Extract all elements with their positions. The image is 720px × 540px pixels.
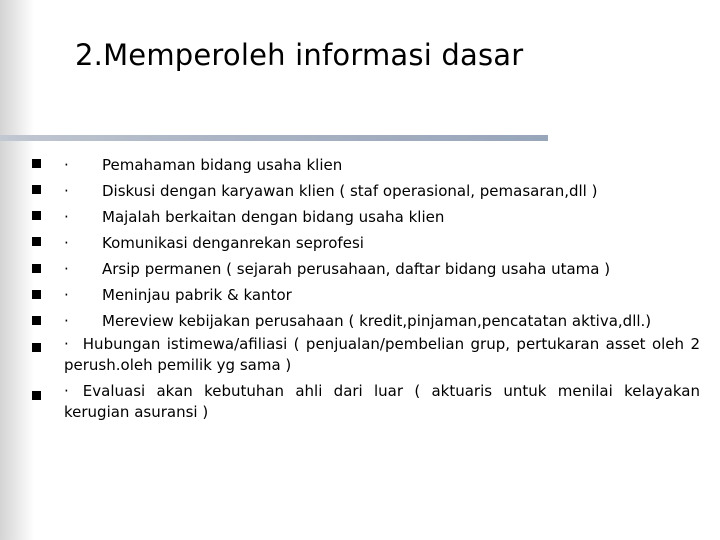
list-item xyxy=(64,152,700,178)
list-item xyxy=(64,381,700,423)
list-item xyxy=(64,256,700,282)
bullet-square-icon xyxy=(32,316,41,325)
bullet-square-icon xyxy=(32,211,41,220)
item-text: Arsip permanen ( sejarah perusahaan, daftar bidang usaha utama ) xyxy=(102,260,611,278)
left-gradient-band xyxy=(0,0,34,540)
item-text: Komunikasi denganrekan seprofesi xyxy=(102,234,364,252)
list-item xyxy=(64,204,700,230)
bullet-list xyxy=(64,152,700,428)
item-text: Mereview kebijakan perusahaan ( kredit,pinjaman,pencatatan aktiva,dll.) xyxy=(102,312,652,330)
item-marker: · xyxy=(64,286,69,304)
list-item xyxy=(64,282,700,308)
item-marker: · xyxy=(64,260,69,278)
item-marker: · xyxy=(64,156,69,174)
item-marker: · xyxy=(64,312,69,330)
bullet-square-icon xyxy=(32,290,41,299)
item-marker: · xyxy=(64,382,69,400)
item-text: Majalah berkaitan dengan bidang usaha klien xyxy=(102,208,445,226)
item-text: Evaluasi akan kebutuhan ahli dari luar ( aktuaris untuk menilai kelayakan kerugian asuransi ) xyxy=(64,382,700,421)
item-marker: · xyxy=(64,234,69,252)
item-marker: · xyxy=(64,208,69,226)
item-text: Hubungan istimewa/afiliasi ( penjualan/pembelian grup, pertukaran asset oleh 2 perush.oleh pemilik yg sama ) xyxy=(64,335,700,374)
item-marker: · xyxy=(64,335,69,353)
bullet-square-icon xyxy=(32,185,41,194)
bullet-square-icon xyxy=(32,264,41,273)
title-divider xyxy=(0,135,548,141)
bullet-square-icon xyxy=(32,343,41,352)
item-text: Pemahaman bidang usaha klien xyxy=(102,156,343,174)
list-item xyxy=(64,308,700,334)
bullet-square-icon xyxy=(32,159,41,168)
list-item xyxy=(64,178,700,204)
slide-title: 2.Memperoleh informasi dasar xyxy=(75,38,524,72)
list-item xyxy=(64,230,700,256)
item-text: Diskusi dengan karyawan klien ( staf operasional, pemasaran,dll ) xyxy=(102,182,598,200)
item-text: Meninjau pabrik & kantor xyxy=(102,286,292,304)
bullet-square-icon xyxy=(32,237,41,246)
list-item xyxy=(64,334,700,376)
bullet-square-icon xyxy=(32,391,41,400)
item-marker: · xyxy=(64,182,69,200)
